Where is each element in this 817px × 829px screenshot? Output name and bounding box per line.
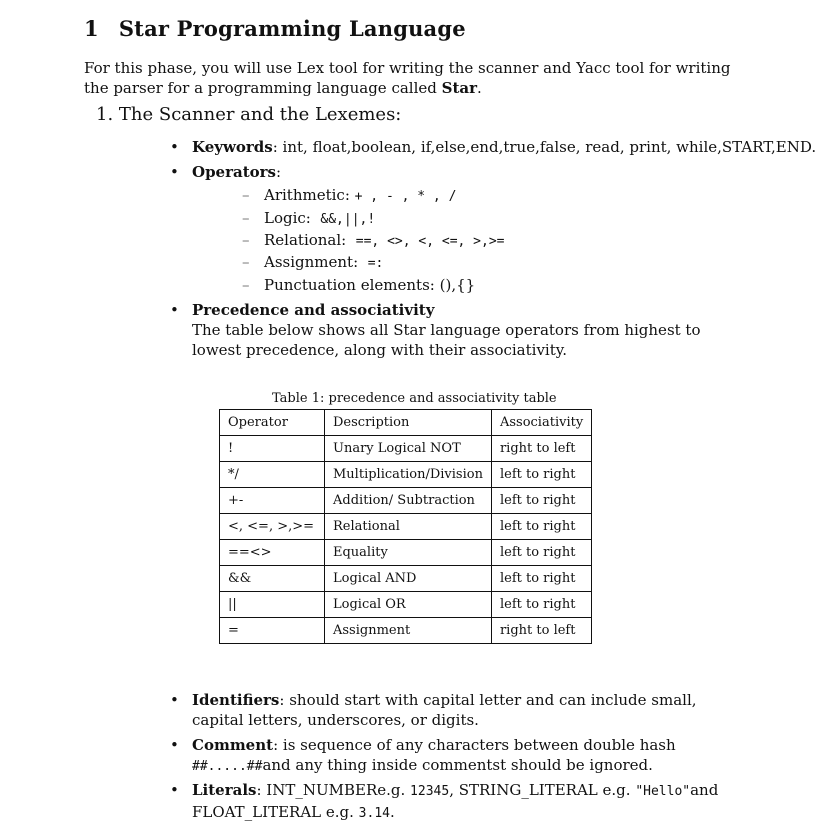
table-cell-operator: = [220,618,325,644]
intro-end: . [477,79,482,97]
table-cell-operator: || [220,592,325,618]
table-cell-associativity: right to left [491,618,591,644]
operator-label: Punctuation elements: [264,276,435,294]
table-cell-associativity: left to right [491,592,591,618]
table-cell-description: Logical AND [325,566,492,592]
operator-item-assignment [242,253,383,271]
operators-label: Operators [192,163,277,181]
table-row [220,618,592,644]
table-row [220,436,592,462]
table-caption: Table 1: precedence and associativity table [272,391,557,406]
operator-label: Arithmetic: [264,186,350,204]
table-cell-description: Unary Logical NOT [325,436,492,462]
literals-label: Literals [192,781,257,799]
operator-value: (),{} [439,276,476,294]
table-cell-description: Assignment [325,618,492,644]
table-cell-operator: */ [220,462,325,488]
literals-text: and FLOAT_LITERAL e.g. [192,781,719,821]
table-cell-associativity: right to left [491,436,591,462]
comment-text-end: and any thing inside commentst should be ignored. [262,756,653,774]
table-cell-operator: ! [220,436,325,462]
table-cell-description: Logical OR [325,592,492,618]
bullet-icon: • [170,163,179,181]
table-cell-associativity: left to right [491,566,591,592]
table-row [220,462,592,488]
table-cell-operator: +- [220,488,325,514]
section-title [84,16,466,41]
table-cell-associativity: left to right [491,488,591,514]
operator-label: Logic: [264,209,311,227]
operator-label: Assignment: [264,253,359,271]
intro-text: For this phase, you will use Lex tool for writing the scanner and Yacc tool for writing the parser for a programming language called [84,59,731,97]
subheading-scanner: 1. The Scanner and the Lexemes: [96,104,402,125]
operator-value: &&,||,! [320,212,376,227]
literal-float-example: 3.14 [358,806,390,821]
section-title-text: Star Programming Language [118,16,466,41]
table-cell-associativity: left to right [491,514,591,540]
operator-label: Relational: [264,231,347,249]
dash-icon: – [242,209,250,227]
operator-value: =: [367,256,384,271]
section-number: 1 [84,16,99,41]
table-cell-operator: ==<> [220,540,325,566]
table-cell-operator: <, <=, >,>= [220,514,325,540]
table-row [220,540,592,566]
table-cell-description: Equality [325,540,492,566]
table-row [220,514,592,540]
identifiers-label: Identifiers [192,691,280,709]
precedence-table [219,409,592,644]
identifiers-text: : should start with capital letter and can include small, capital letters, underscores, or digits. [192,691,697,729]
table-cell-description: Relational [325,514,492,540]
comment-label: Comment [192,736,274,754]
literal-string-example: "Hello" [635,784,691,799]
operator-item-relational [242,231,505,249]
comment-text: : is sequence of any characters between double hash [273,736,676,754]
literals-text: , STRING_LITERAL e.g. [449,781,636,799]
dash-icon: – [242,186,250,204]
table-cell-description: Addition/ Subtraction [325,488,492,514]
operator-item-arithmetic [242,186,456,204]
comment-code: ##.....## [192,759,263,774]
table-cell-operator: && [220,566,325,592]
table-cell-associativity: left to right [491,462,591,488]
literals-end: . [389,803,395,821]
table-cell-description: Multiplication/Division [325,462,492,488]
dash-icon: – [242,231,250,249]
language-name: Star [441,79,478,97]
bullet-icon: • [170,301,179,319]
table-row [220,566,592,592]
bullet-icon: • [170,781,179,799]
keywords-label: Keywords [192,138,273,156]
dash-icon: – [242,253,250,271]
keywords-text: : int, float,boolean, if,else,end,true,false, read, print, while,START,END. [272,138,817,156]
literal-int-example: 12345 [410,784,450,799]
bullet-icon: • [170,138,179,156]
table-header-description: Description [325,410,492,436]
precedence-label: Precedence and associativity [192,301,435,319]
bullet-icon: • [170,736,179,754]
table-cell-associativity: left to right [491,540,591,566]
precedence-text: The table below shows all Star language operators from highest to lowest precedence, along with their associativity. [192,321,701,359]
operator-value: ==, <>, <, <=, >,>= [355,234,505,249]
table-header-operator: Operator [220,410,325,436]
table-row [220,592,592,618]
bullet-icon: • [170,691,179,709]
operator-item-punctuation [242,276,475,294]
table-row [220,488,592,514]
dash-icon: – [242,276,250,294]
literals-text: : INT_NUMBERe.g. [256,781,411,799]
operator-item-logic [242,209,375,227]
operators-suffix: : [276,163,282,181]
operator-value: + , - , * , / [354,189,457,204]
intro-paragraph [84,58,744,98]
table-header-row [220,410,592,436]
table-header-associativity: Associativity [491,410,591,436]
